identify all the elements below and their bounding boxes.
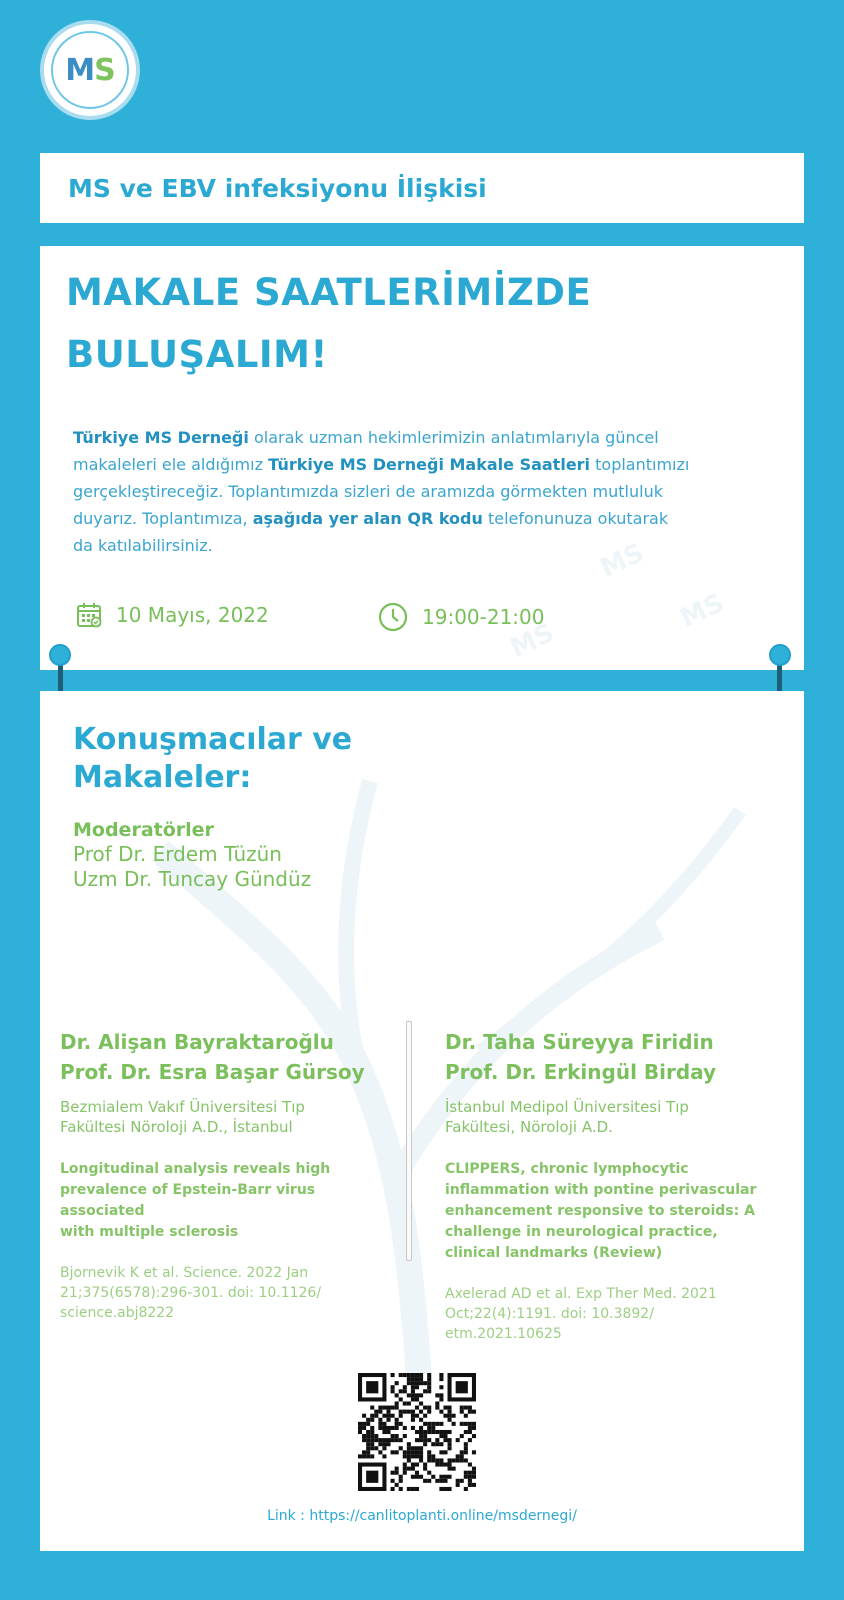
paper-title-line: enhancement responsive to steroids: A — [445, 1203, 755, 1219]
reference-line: science.abj8222 — [60, 1305, 175, 1321]
intro-text: telefonunuza okutarak da katılabilirsiniz. — [73, 509, 669, 555]
intro-paragraph — [73, 424, 693, 559]
intro-card — [40, 246, 804, 670]
reference-line: Oct;22(4):1191. doi: 10.3892/ — [445, 1306, 654, 1322]
watermark: MS — [595, 537, 649, 585]
reference-line: 21;375(6578):296-301. doi: 10.1126/ — [60, 1285, 322, 1301]
event-time-text: 19:00-21:00 — [422, 605, 545, 629]
reference-line: Bjornevik K et al. Science. 2022 Jan — [60, 1265, 309, 1281]
paper-title-line: with multiple sclerosis — [60, 1224, 239, 1240]
reference-line: Axelerad AD et al. Exp Ther Med. 2021 — [445, 1286, 717, 1302]
intro-highlight: aşağıda yer alan QR kodu — [252, 509, 483, 528]
paper-reference — [60, 1263, 390, 1323]
speakers-title-line: Konuşmacılar ve — [73, 722, 353, 757]
speaker-institution — [60, 1097, 390, 1137]
title-card — [40, 153, 804, 223]
reference-line: etm.2021.10625 — [445, 1326, 562, 1342]
paper-title-line: CLIPPERS, chronic lymphocytic — [445, 1161, 689, 1177]
speakers-title-line: Makaleler: — [73, 760, 252, 795]
logo-letter-m: M — [65, 52, 95, 88]
paper-title-line: challenge in neurological practice, — [445, 1224, 718, 1240]
intro-text: toplantımızı gerçekleştireceğiz. Toplantımızda sizleri de aramızda görmekten mutluluk duyarız. Toplantımıza, — [73, 455, 690, 528]
page-title: MS ve EBV infeksiyonu İlişkisi — [68, 173, 487, 203]
event-date-text: 10 Mayıs, 2022 — [116, 603, 269, 627]
headline-line: MAKALE SAATLERİMİZDE — [66, 271, 592, 314]
intro-highlight: Türkiye MS Derneği Makale Saatleri — [268, 455, 591, 474]
institution-line: Bezmialem Vakıf Üniversitesi Tıp — [60, 1098, 305, 1116]
paper-title-line: clinical landmarks (Review) — [445, 1245, 663, 1261]
calendar-icon — [76, 602, 102, 628]
paper-title-line: Longitudinal analysis reveals high — [60, 1161, 331, 1177]
speaker-name: Dr. Taha Süreyya Firidin — [445, 1030, 714, 1054]
intro-highlight: Türkiye MS Derneği — [73, 428, 249, 447]
meeting-link[interactable]: Link : https://canlitoplanti.online/msdernegi/ — [267, 1508, 577, 1524]
connector-band — [40, 671, 804, 689]
headline-line: BULUŞALIM! — [66, 333, 328, 376]
moderator-name: Prof Dr. Erdem Tüzün — [73, 842, 282, 866]
watermark: MS — [505, 617, 559, 665]
watermark: MS — [675, 587, 729, 635]
moderator-name: Uzm Dr. Tuncay Gündüz — [73, 867, 312, 891]
connector-dot — [49, 644, 71, 666]
speakers-card — [40, 691, 804, 1551]
logo-mark — [51, 31, 129, 109]
paper-title-line: inflammation with pontine perivascular — [445, 1182, 757, 1198]
qr-code[interactable] — [358, 1373, 476, 1491]
paper-title-line: prevalence of Epstein-Barr virus associated — [60, 1182, 316, 1219]
speaker-name: Dr. Alişan Bayraktaroğlu — [60, 1030, 334, 1054]
headline — [66, 262, 591, 386]
paper-title — [445, 1159, 775, 1264]
paper-reference — [445, 1284, 775, 1344]
moderators-title: Moderatörler — [73, 819, 214, 841]
speaker-column-right — [445, 1027, 775, 1344]
logo-letter-s: S — [94, 52, 115, 88]
paper-title — [60, 1159, 390, 1243]
speaker-names — [60, 1027, 390, 1087]
speaker-institution — [445, 1097, 775, 1137]
event-time — [378, 602, 545, 632]
intro-text: olarak uzman hekimlerimizin anlatımlarıyla güncel makaleleri ele aldığımız — [73, 428, 659, 474]
speaker-name: Prof. Dr. Erkingül Birday — [445, 1060, 717, 1084]
institution-line: Fakültesi Nöroloji A.D., İstanbul — [60, 1118, 293, 1136]
institution-line: Fakültesi, Nöroloji A.D. — [445, 1118, 613, 1136]
institution-line: İstanbul Medipol Üniversitesi Tıp — [445, 1098, 689, 1116]
speaker-name: Prof. Dr. Esra Başar Gürsoy — [60, 1060, 365, 1084]
speaker-column-left — [60, 1027, 390, 1323]
connector-dot — [769, 644, 791, 666]
speaker-names — [445, 1027, 775, 1087]
column-divider — [406, 1021, 412, 1261]
speakers-title — [73, 721, 352, 797]
event-date — [76, 602, 269, 628]
clock-icon — [378, 602, 408, 632]
logo — [40, 20, 140, 120]
